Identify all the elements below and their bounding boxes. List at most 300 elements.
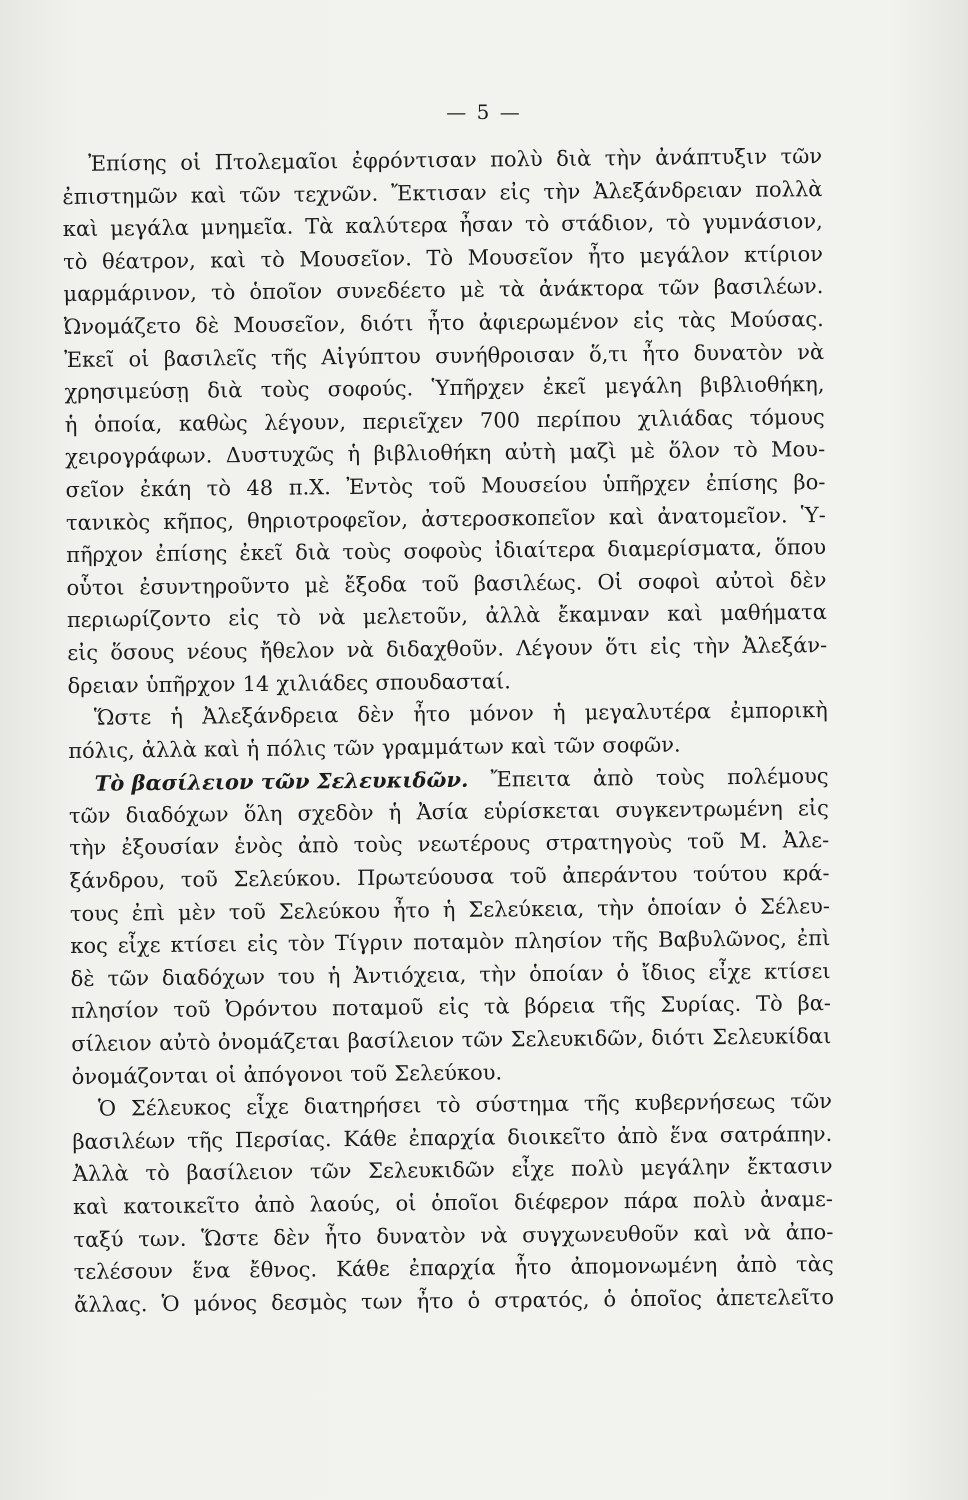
word: ἐφρόντισαν xyxy=(351,147,477,173)
word: ξάνδρου, xyxy=(69,868,166,894)
word: πολέμους xyxy=(727,764,829,790)
word: τὸ xyxy=(733,438,758,463)
word: εἰς xyxy=(632,308,665,333)
word: σπουδασταί. xyxy=(375,668,512,695)
word: συνήθροισαν xyxy=(434,342,575,368)
word: δυνατὸν xyxy=(693,340,784,365)
word: Ἀντιόχεια, xyxy=(353,962,467,988)
word: Μουσεῖον. xyxy=(299,246,412,272)
word: τοῦ xyxy=(509,864,547,889)
word: πόλις xyxy=(266,735,327,761)
word: Σελεύκεια, xyxy=(468,896,585,922)
word: εἰς xyxy=(649,634,681,659)
word: θέατρον, xyxy=(101,248,196,274)
word: τοὺς xyxy=(260,377,310,403)
word: τοῦ xyxy=(428,473,466,499)
word: τὸν xyxy=(287,931,326,956)
word: εὑρίσκεται xyxy=(483,798,601,824)
word: συγκεντρωμένη xyxy=(615,796,783,823)
word: δὲ xyxy=(195,313,220,338)
word: Τίγριν xyxy=(334,930,404,956)
word: εἰς xyxy=(797,795,829,821)
page-number: — 5 — xyxy=(446,100,522,124)
word: ὅλον xyxy=(668,438,721,464)
word: τανικὸς xyxy=(65,509,151,535)
word: τῶν xyxy=(461,1027,504,1052)
word: ταξύ xyxy=(73,1227,124,1252)
word: ὅτι xyxy=(605,634,638,660)
word: σίλειον xyxy=(71,1031,152,1056)
word: τῆς xyxy=(609,993,646,1018)
word: τὸ xyxy=(63,249,88,274)
word: ἑνὸς xyxy=(234,834,283,859)
word: τῆς xyxy=(187,1128,224,1153)
word: Ὑ- xyxy=(800,502,826,527)
word: ὀνομάζεται xyxy=(217,1029,341,1055)
word: ἀπετελεῖτο xyxy=(715,1284,835,1310)
word: ἀνάπτυξιν xyxy=(655,144,768,170)
word: ποταμὸν xyxy=(413,929,505,955)
word: τὰ xyxy=(498,277,525,302)
word: βιβλιοθήκη xyxy=(373,440,492,467)
word: ἕνα xyxy=(669,1123,709,1148)
word: Ἐκεῖ xyxy=(64,347,115,372)
word: τῶν xyxy=(239,182,281,207)
word: Ἀλε- xyxy=(782,828,830,853)
word: ὁποῖον xyxy=(249,279,323,305)
word: ἐπὶ xyxy=(131,900,166,925)
word: ὁποῖος xyxy=(630,1286,703,1311)
word: Σελεύκου. xyxy=(233,866,342,892)
word: δυνατὸν xyxy=(376,1223,466,1249)
word: νὰ xyxy=(797,339,825,364)
word: οἱ xyxy=(128,346,150,371)
word: πῆρχον xyxy=(66,542,144,568)
word: ὁποίαν xyxy=(529,961,604,986)
word: τους xyxy=(69,901,119,926)
word: τὴν xyxy=(604,145,642,171)
word: μὲ xyxy=(304,572,330,598)
word: καὶ xyxy=(510,733,547,759)
word: ἕνα xyxy=(191,1258,231,1283)
word: Ἔκτισαν xyxy=(391,180,487,206)
word: πολὺ xyxy=(692,1187,746,1213)
word: των xyxy=(360,1289,403,1314)
word: καὶ xyxy=(667,601,703,626)
word: Μου- xyxy=(770,437,826,462)
word: τῆς xyxy=(583,1091,620,1116)
word: οἱ xyxy=(215,1062,237,1088)
word: αὐτοὶ xyxy=(715,568,775,593)
word: βασιλέων xyxy=(72,1128,176,1154)
word: καλύτερα xyxy=(345,213,448,239)
word: ἐπαρχία xyxy=(408,1255,496,1281)
word: μόνον xyxy=(469,701,534,726)
word: ἦτο xyxy=(587,243,625,269)
word: του xyxy=(277,964,315,989)
word: βασιλέως. xyxy=(473,570,583,596)
word: τὰ xyxy=(483,994,510,1020)
word: πλησίον xyxy=(70,998,159,1024)
word: λαούς, xyxy=(309,1191,382,1217)
word: τοῦ xyxy=(421,571,459,596)
word: Σελευκίδαι xyxy=(712,1024,832,1050)
word: πολὺ xyxy=(490,146,543,172)
word: ἡ xyxy=(246,736,260,761)
word: τὴν xyxy=(597,895,635,921)
word: ἀπόγονοι xyxy=(243,1061,344,1087)
word: βασίλειον xyxy=(347,1027,455,1054)
word: νὰ xyxy=(743,1220,771,1245)
word: ἀστεροσκοπεῖον xyxy=(421,504,596,531)
word: ὁ xyxy=(467,1288,481,1313)
word: τελέσουν xyxy=(73,1259,174,1285)
word: σύστημα xyxy=(475,1091,570,1117)
word: ἐκάη xyxy=(139,476,192,502)
word: ἀπὸ xyxy=(297,833,339,859)
word: ὁποίαν xyxy=(647,894,722,920)
word: ὑπῆρχον xyxy=(145,671,236,697)
word: Ὁ xyxy=(161,1291,180,1316)
word: ἡ xyxy=(64,412,78,437)
word: πάρα xyxy=(623,1188,679,1214)
word: Ἀλλὰ xyxy=(72,1161,129,1187)
word: σεῖον xyxy=(65,477,125,502)
word: Σέλευ- xyxy=(759,893,831,919)
body-text xyxy=(62,144,834,1325)
word: σοφοὺς xyxy=(403,538,483,564)
word: τὴν xyxy=(69,836,107,861)
word: κῆπος, xyxy=(163,508,235,534)
word: 48 xyxy=(246,475,274,501)
word: διὰ xyxy=(556,146,592,171)
word: κατοικεῖτο xyxy=(123,1193,240,1219)
word: περίπου xyxy=(536,406,622,432)
word: ὁ xyxy=(603,1287,617,1312)
word: ἀπομονωμένη xyxy=(570,1253,718,1279)
word: ἐπίσης xyxy=(705,470,779,496)
word: ἐξουσίαν xyxy=(121,834,220,860)
word: νεωτέρους xyxy=(417,831,531,857)
word: καὶ xyxy=(190,182,227,208)
word: ἦτο xyxy=(392,897,430,923)
word: λέγουν, xyxy=(264,409,347,435)
word: 700 xyxy=(479,407,521,433)
word: ἰδιαίτερα xyxy=(494,537,596,563)
word: ὀνομάζονται xyxy=(71,1063,209,1089)
word: ἀνάκτορα xyxy=(538,276,645,302)
word: ἀλλὰ xyxy=(141,737,197,762)
word: βασίλειον xyxy=(186,1160,294,1186)
word: εἰς xyxy=(67,640,99,665)
word: ἀπὸ xyxy=(617,1123,659,1149)
word: τῶν xyxy=(780,144,823,169)
word: τοῦ xyxy=(349,1061,388,1086)
word: ἦτο xyxy=(514,1255,552,1280)
word: πολὺ xyxy=(570,1156,624,1182)
word: εἰς xyxy=(438,995,470,1020)
word: μαρμάρινον, xyxy=(63,280,198,307)
word: χιλιάδες xyxy=(276,670,369,696)
word: τὰς xyxy=(795,1252,834,1277)
word: ἦτο xyxy=(416,1288,454,1314)
word: ἐπίσης xyxy=(155,541,228,567)
word: συνεδέετο xyxy=(336,278,446,304)
word: νέους xyxy=(186,638,248,664)
word: δὲν xyxy=(357,702,395,728)
word: Λέγουν xyxy=(516,635,594,661)
word: καὶ xyxy=(608,504,645,529)
word: Σέλευκος xyxy=(130,1095,232,1121)
word: χειρογράφων. xyxy=(65,443,213,470)
word: 14 xyxy=(242,671,270,696)
word: ἀπεράντου xyxy=(562,862,678,888)
word: Μουσεῖον xyxy=(467,244,574,270)
word: Ἐπίσης xyxy=(87,150,167,176)
word: εἶχε xyxy=(117,933,161,958)
word: ὅπου xyxy=(774,535,827,560)
word: πλησίον xyxy=(514,928,603,954)
word: δὲν xyxy=(789,567,827,593)
word: τοῦ xyxy=(173,997,211,1023)
word: συγχωνευθοῦν xyxy=(522,1221,679,1247)
word: ἡ xyxy=(327,963,341,989)
word: τεχνῶν. xyxy=(293,181,379,207)
word: ἡ xyxy=(442,897,456,922)
word: περιεῖχεν xyxy=(362,408,464,434)
word: Ἀλεξάν- xyxy=(742,632,828,658)
word: στάδιον, xyxy=(561,210,655,236)
word: μόνος xyxy=(193,1290,258,1316)
word: δρειαν xyxy=(67,672,139,698)
word: Ἐντὸς xyxy=(346,474,414,499)
word: μεγάλον xyxy=(639,242,730,268)
word: Κάθε xyxy=(343,1126,398,1151)
word: τόμους xyxy=(749,404,825,430)
word: τοὺς xyxy=(353,832,403,858)
text-line xyxy=(74,1285,834,1326)
word: Μουσεῖον, xyxy=(233,312,346,338)
word: διέφερον xyxy=(513,1189,610,1215)
word: Ὑπῆρχεν xyxy=(431,375,525,401)
word: βο- xyxy=(793,469,826,495)
word: ἤθελον xyxy=(259,638,335,663)
word: ἴδιος xyxy=(641,960,696,985)
word: στρατηγοὺς xyxy=(545,830,673,856)
word: αὐτὸ xyxy=(159,1030,211,1056)
word: τὸ xyxy=(145,1161,170,1186)
word: Κάθε xyxy=(336,1256,390,1282)
word: ἀναμε- xyxy=(760,1186,834,1212)
word: τῶν xyxy=(333,735,375,760)
word: ἔθνος. xyxy=(249,1257,318,1283)
word: Σελευκιδῶν xyxy=(368,1157,495,1184)
word: αὐτὴ xyxy=(504,440,556,465)
word: διδαχθοῦν. xyxy=(385,636,505,662)
word: ὁποῖοι xyxy=(430,1190,500,1216)
word: καὶ xyxy=(72,1194,109,1219)
word: ἦτο xyxy=(324,1224,362,1249)
word: τῆς xyxy=(612,928,649,953)
word: μὲν xyxy=(177,900,216,925)
word: ἄλλας. xyxy=(73,1291,148,1317)
word: διὰ xyxy=(295,540,331,565)
word: βα- xyxy=(797,991,832,1016)
word: μεγάλα xyxy=(110,215,190,241)
word: ἔξοδα xyxy=(344,572,407,597)
word: χιλιάδας xyxy=(637,405,734,431)
word: μὲ xyxy=(459,277,485,303)
word: ἀπὸ xyxy=(254,1192,296,1218)
word: ἐκεῖ xyxy=(542,374,587,400)
word: ὁ xyxy=(734,894,748,919)
word: Ὁ xyxy=(97,1096,117,1121)
word: Σελεύκου. xyxy=(394,1060,503,1086)
word: τὴν xyxy=(479,962,517,987)
word: καθὼς xyxy=(178,410,248,436)
word: τὸ xyxy=(276,605,302,631)
word: ἔκτασιν xyxy=(746,1154,833,1180)
word: μνημεῖα. xyxy=(200,214,294,240)
word: βασιλεῖς xyxy=(163,345,257,371)
word: τὸ xyxy=(524,212,550,237)
word: κτίσει xyxy=(763,958,831,984)
word: μὲ xyxy=(630,439,656,464)
word: τὴν xyxy=(543,179,581,204)
word: Τὸ xyxy=(755,991,783,1017)
word: τῶν xyxy=(657,275,700,301)
word: ὑπῆρχεν xyxy=(602,471,691,497)
word: κυβερνήσεως xyxy=(634,1089,776,1116)
word: π.Χ. xyxy=(288,475,331,500)
word: τῆς xyxy=(270,345,308,370)
word: τὸ xyxy=(260,247,285,272)
word: ὅλη xyxy=(243,801,283,827)
word: Μ. xyxy=(739,829,768,854)
word: σχεδὸν xyxy=(297,800,374,826)
word: οἱ xyxy=(180,150,202,175)
word: μεγάλη xyxy=(604,373,682,399)
word: διαδόχων xyxy=(125,802,229,828)
word: Ἀλεξάνδρειαν xyxy=(593,177,743,204)
word: ὅ,τι xyxy=(588,341,629,367)
word: ἦτο xyxy=(642,341,680,366)
word: κρά- xyxy=(782,861,830,886)
word: διότι xyxy=(651,1025,705,1050)
word: ἡ xyxy=(388,800,402,825)
word: τοῦ xyxy=(687,829,725,854)
word: σατράπην. xyxy=(719,1121,833,1147)
word: Βαβυλῶνος, xyxy=(657,926,788,953)
word: ἡ xyxy=(552,700,566,725)
word: ὁ xyxy=(616,960,630,986)
word: τοῦ xyxy=(228,899,266,924)
word: Μούσας. xyxy=(729,307,824,332)
word: θηριοτροφεῖον, xyxy=(246,506,409,533)
word: εἶχε xyxy=(708,959,752,985)
word: ἔκαμναν xyxy=(557,602,650,628)
word: πολλὰ xyxy=(755,176,823,202)
word: Τὸ xyxy=(426,245,454,270)
word: οἱ xyxy=(395,1191,417,1216)
word: νὰ xyxy=(346,637,374,662)
word: ἐπιστημῶν xyxy=(62,183,178,209)
section-heading: Τὸ βασίλειον τῶν Σελευκιδῶν. xyxy=(94,767,469,796)
word: καὶ xyxy=(203,736,240,762)
word: κτίσει xyxy=(170,932,238,958)
word: καὶ xyxy=(62,216,99,242)
word: δὲ xyxy=(70,966,95,991)
word: κος xyxy=(70,933,108,959)
word: ἦσαν xyxy=(459,212,514,238)
word: ὁποία, xyxy=(93,411,163,437)
word: εἶχε xyxy=(511,1157,555,1182)
word: βιβλιοθήκη, xyxy=(700,372,825,398)
word: ἐπὶ xyxy=(796,926,831,951)
word: κτίριον xyxy=(743,241,824,267)
word: Ἀσία xyxy=(416,799,469,825)
word: τὸ xyxy=(210,280,236,305)
word: οὗτοι xyxy=(66,575,125,600)
word: ἐσυντηροῦντο xyxy=(139,573,290,599)
word: ἡ xyxy=(170,704,184,729)
word: ἦτο xyxy=(427,310,465,336)
word: μαθήματα xyxy=(720,600,827,626)
word: Ἔπειτα xyxy=(490,766,571,792)
word: στρατός, xyxy=(494,1287,590,1313)
word: νὰ xyxy=(480,1222,508,1248)
word: Ὥστε xyxy=(93,705,152,730)
word: βόρεια xyxy=(524,993,596,1019)
word: διοικεῖτο xyxy=(507,1124,606,1150)
word: Πρωτεύουσα xyxy=(356,864,495,891)
word: περιωρίζοντο xyxy=(66,606,212,633)
word: καὶ xyxy=(693,1220,730,1246)
word: ἀπὸ xyxy=(592,766,634,791)
word: Σελεύκου xyxy=(278,898,381,924)
word: χρησιμεύσῃ xyxy=(64,378,190,405)
word: Συρίας. xyxy=(660,992,742,1018)
word: τῶν xyxy=(790,1089,833,1114)
word: Σελευκιδῶν, xyxy=(510,1025,645,1052)
word: τὸ xyxy=(436,1093,461,1118)
word: δὲν xyxy=(273,1225,311,1250)
word: ἐκεῖ xyxy=(239,540,284,566)
word: ποταμοῦ xyxy=(331,995,424,1021)
word: ἐπαρχία xyxy=(408,1125,496,1151)
word: Πτολεμαῖοι xyxy=(214,149,339,175)
word: ἀπο- xyxy=(785,1219,834,1245)
word: ἀπὸ xyxy=(736,1252,778,1278)
word: Ὥστε xyxy=(201,1225,259,1251)
word: Ὀρόντου xyxy=(225,996,318,1022)
word: ἡ xyxy=(347,442,361,467)
word: τοῦ xyxy=(180,867,219,892)
word: τοὺς xyxy=(342,539,392,565)
word: ἀνατομεῖον. xyxy=(657,502,788,529)
word: τὴν xyxy=(692,633,731,659)
word: μαζὶ xyxy=(569,439,617,465)
word: εἰς xyxy=(499,179,531,205)
word: τῶν xyxy=(553,733,596,758)
word: τὰς xyxy=(678,308,716,333)
word: των. xyxy=(138,1226,187,1251)
word: εἰς xyxy=(228,606,260,631)
word: γυμνάσιον, xyxy=(702,209,823,235)
word: ὅσους xyxy=(110,639,175,665)
word: πόλις, xyxy=(68,737,135,763)
word: βασιλέων. xyxy=(713,274,824,300)
